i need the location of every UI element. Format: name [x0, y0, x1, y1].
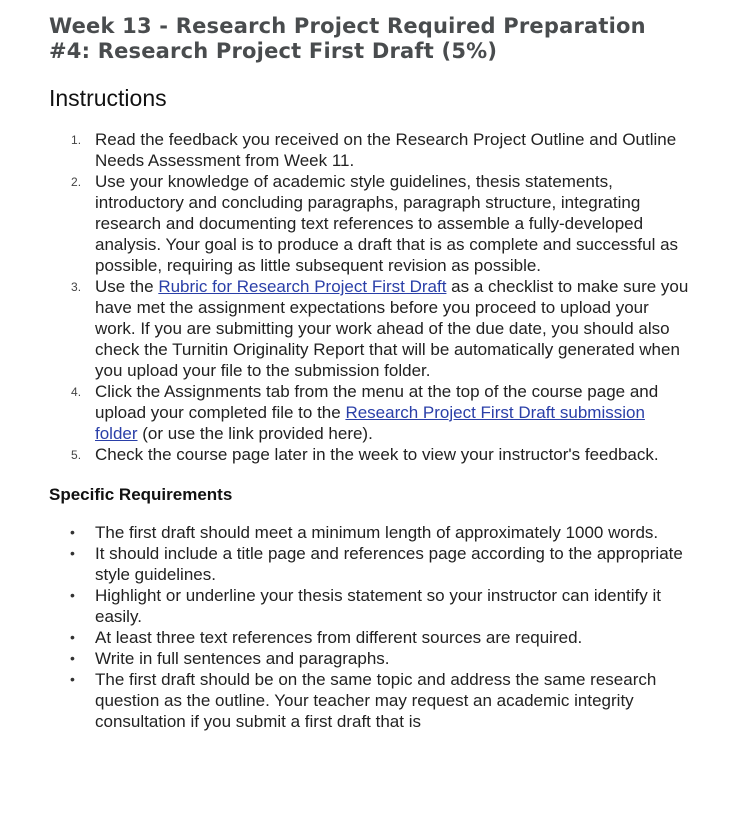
- instructions-heading: Instructions: [49, 85, 167, 111]
- page-title: Week 13 - Research Project Required Preparation #4: Research Project First Draft (5%): [49, 14, 646, 63]
- instructions-list: [49, 129, 689, 465]
- rubric-link[interactable]: Rubric for Research Project First Draft: [158, 277, 447, 296]
- requirements-heading: Specific Requirements: [49, 485, 233, 504]
- step-4-text-before: Click the Assignments tab from the menu at the top of the course page and upload your completed file to the: [95, 382, 659, 422]
- requirement-item: • Highlight or underline your thesis statement so your instructor can identify it easily.: [95, 585, 689, 627]
- requirement-item: • Write in full sentences and paragraphs.: [95, 648, 689, 669]
- step-1-text: Read the feedback you received on the Research Project Outline and Outline Needs Assessment from Week 11.: [95, 130, 677, 170]
- submission-folder-link[interactable]: Research Project First Draft submission folder: [95, 403, 645, 443]
- step-5-text: Check the course page later in the week to view your instructor's feedback.: [95, 445, 659, 464]
- requirement-item: • It should include a title page and references page according to the appropriate style guidelines.: [95, 543, 689, 585]
- instruction-step-2: [95, 171, 689, 276]
- step-3-text-before: Use the: [95, 277, 159, 296]
- instruction-step-3: [95, 276, 689, 381]
- requirement-item: • The first draft should meet a minimum length of approximately 1000 words.: [95, 522, 689, 543]
- instruction-step-1: [95, 129, 689, 171]
- step-2-text: Use your knowledge of academic style guidelines, thesis statements, introductory and concluding paragraphs, paragraph structure, integrating research and documenting text references to assemble a fully-developed analysis. Your goal is to produce a draft that is as complete and successful as possible, requiring as little subsequent revision as possible.: [95, 172, 679, 275]
- requirement-item: • The first draft should be on the same topic and address the same research question as the outline. Your teacher may request an academic integrity consultation if you submit a first draft that is: [95, 669, 689, 732]
- step-4-text-after: (or use the link provided here).: [137, 424, 373, 443]
- requirements-list: [49, 522, 689, 732]
- step-3-text-after: as a checklist to make sure you have met the assignment expectations before you proceed to upload your work. If you are submitting your work ahead of the due date, you should also check the Turnitin Originality Report that will be automatically generated when you upload your file to the submission folder.: [95, 277, 689, 380]
- instruction-step-4: [95, 381, 689, 444]
- requirement-item: • At least three text references from different sources are required.: [95, 627, 689, 648]
- instruction-step-5: [95, 444, 689, 465]
- assignment-content: [49, 14, 689, 732]
